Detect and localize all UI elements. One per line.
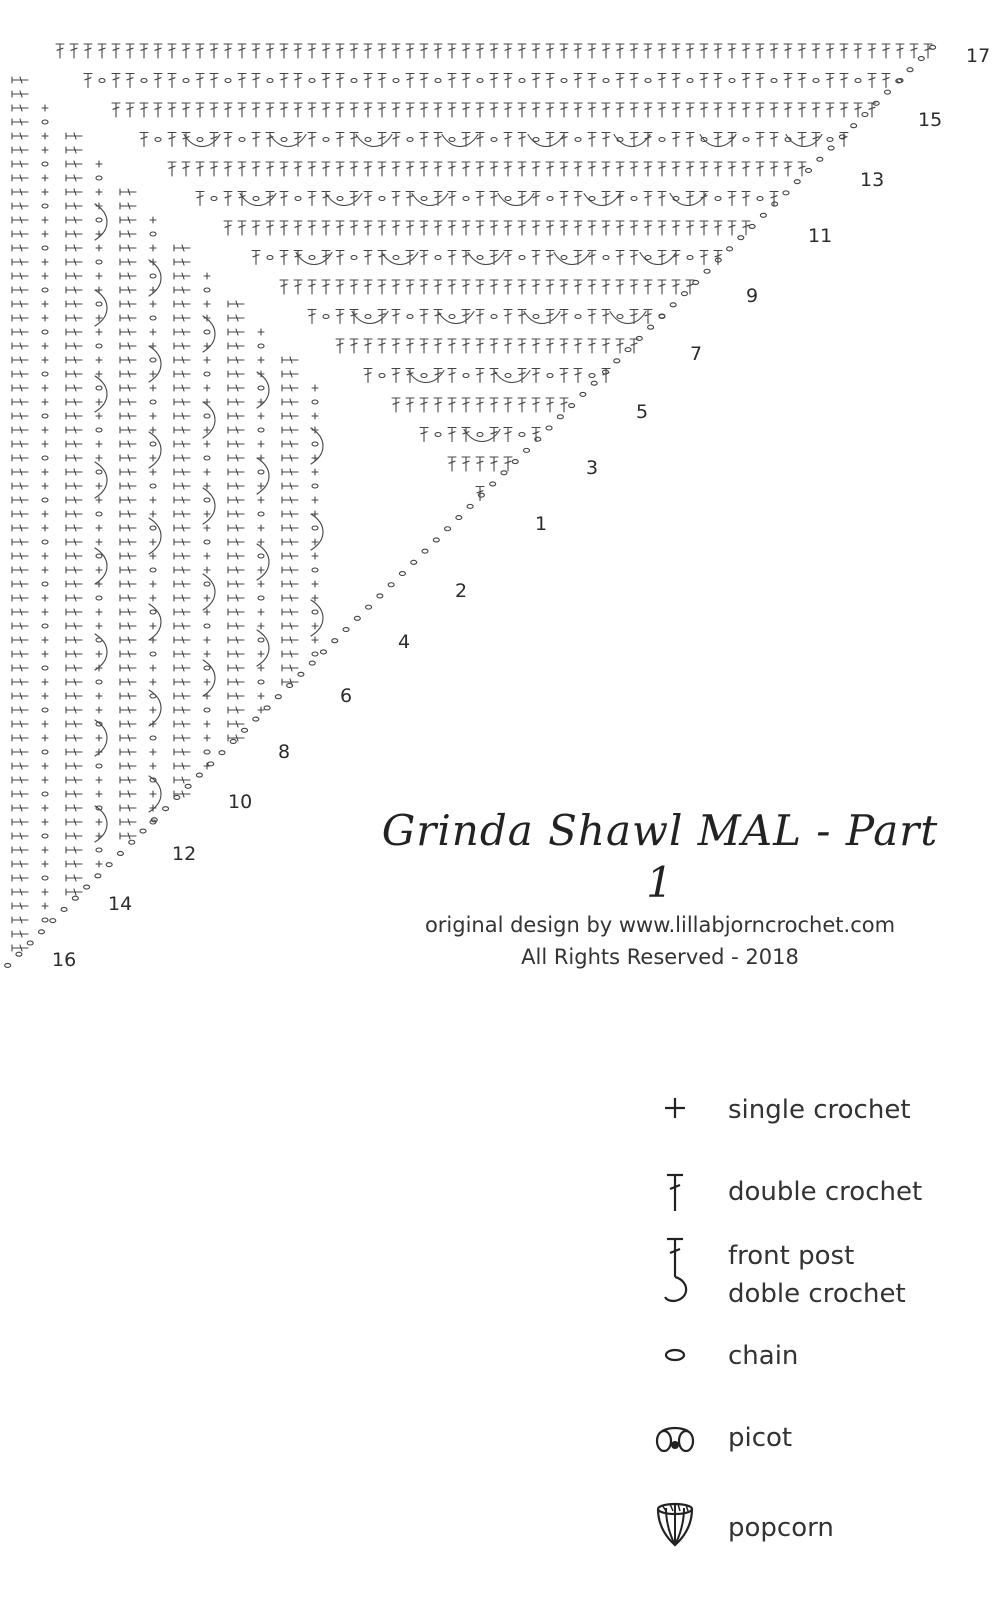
row-number: 16 <box>52 949 77 971</box>
legend-label: double crochet <box>728 1177 923 1207</box>
picot-icon <box>640 1419 710 1489</box>
legend-label: single crochet <box>728 1095 911 1125</box>
legend-label: front post doble crochet <box>728 1241 906 1309</box>
front-post-double-crochet-icon <box>640 1233 710 1323</box>
legend-item-single-crochet <box>640 1085 980 1155</box>
row-number: 17 <box>966 45 991 67</box>
chain-icon <box>640 1337 710 1407</box>
row-number: 3 <box>586 457 599 479</box>
row-number: 9 <box>746 285 759 307</box>
pattern-title: Grinda Shawl MAL - Part 1 <box>381 806 939 907</box>
row-number: 1 <box>535 513 548 535</box>
row-number: 6 <box>340 685 353 707</box>
legend-label: picot <box>728 1423 793 1453</box>
row-number: 8 <box>278 741 291 763</box>
row-number: 10 <box>228 791 253 813</box>
designer-credit: original design by www.lillabjorncrochet.com <box>424 913 896 937</box>
single-crochet-icon <box>640 1085 710 1155</box>
popcorn-icon <box>640 1499 710 1569</box>
double-crochet-icon <box>640 1167 710 1237</box>
row-number: 4 <box>398 631 411 653</box>
legend-item-double-crochet <box>640 1167 980 1237</box>
legend-item-chain <box>640 1337 980 1407</box>
legend-label: popcorn <box>728 1513 834 1543</box>
row-number: 7 <box>690 343 703 365</box>
legend-item-popcorn <box>640 1499 980 1569</box>
row-number: 11 <box>808 225 833 247</box>
credits-block <box>380 805 940 973</box>
row-number: 2 <box>455 580 468 602</box>
copyright-notice: All Rights Reserved - 2018 <box>521 945 799 969</box>
row-number: 12 <box>172 843 197 865</box>
row-number: 13 <box>860 169 885 191</box>
row-number: 5 <box>636 401 649 423</box>
legend-item-picot <box>640 1419 980 1489</box>
row-number: 14 <box>108 893 133 915</box>
row-number: 15 <box>918 109 943 131</box>
legend-label: chain <box>728 1341 799 1371</box>
legend-item-front-post-double-crochet <box>640 1233 980 1323</box>
